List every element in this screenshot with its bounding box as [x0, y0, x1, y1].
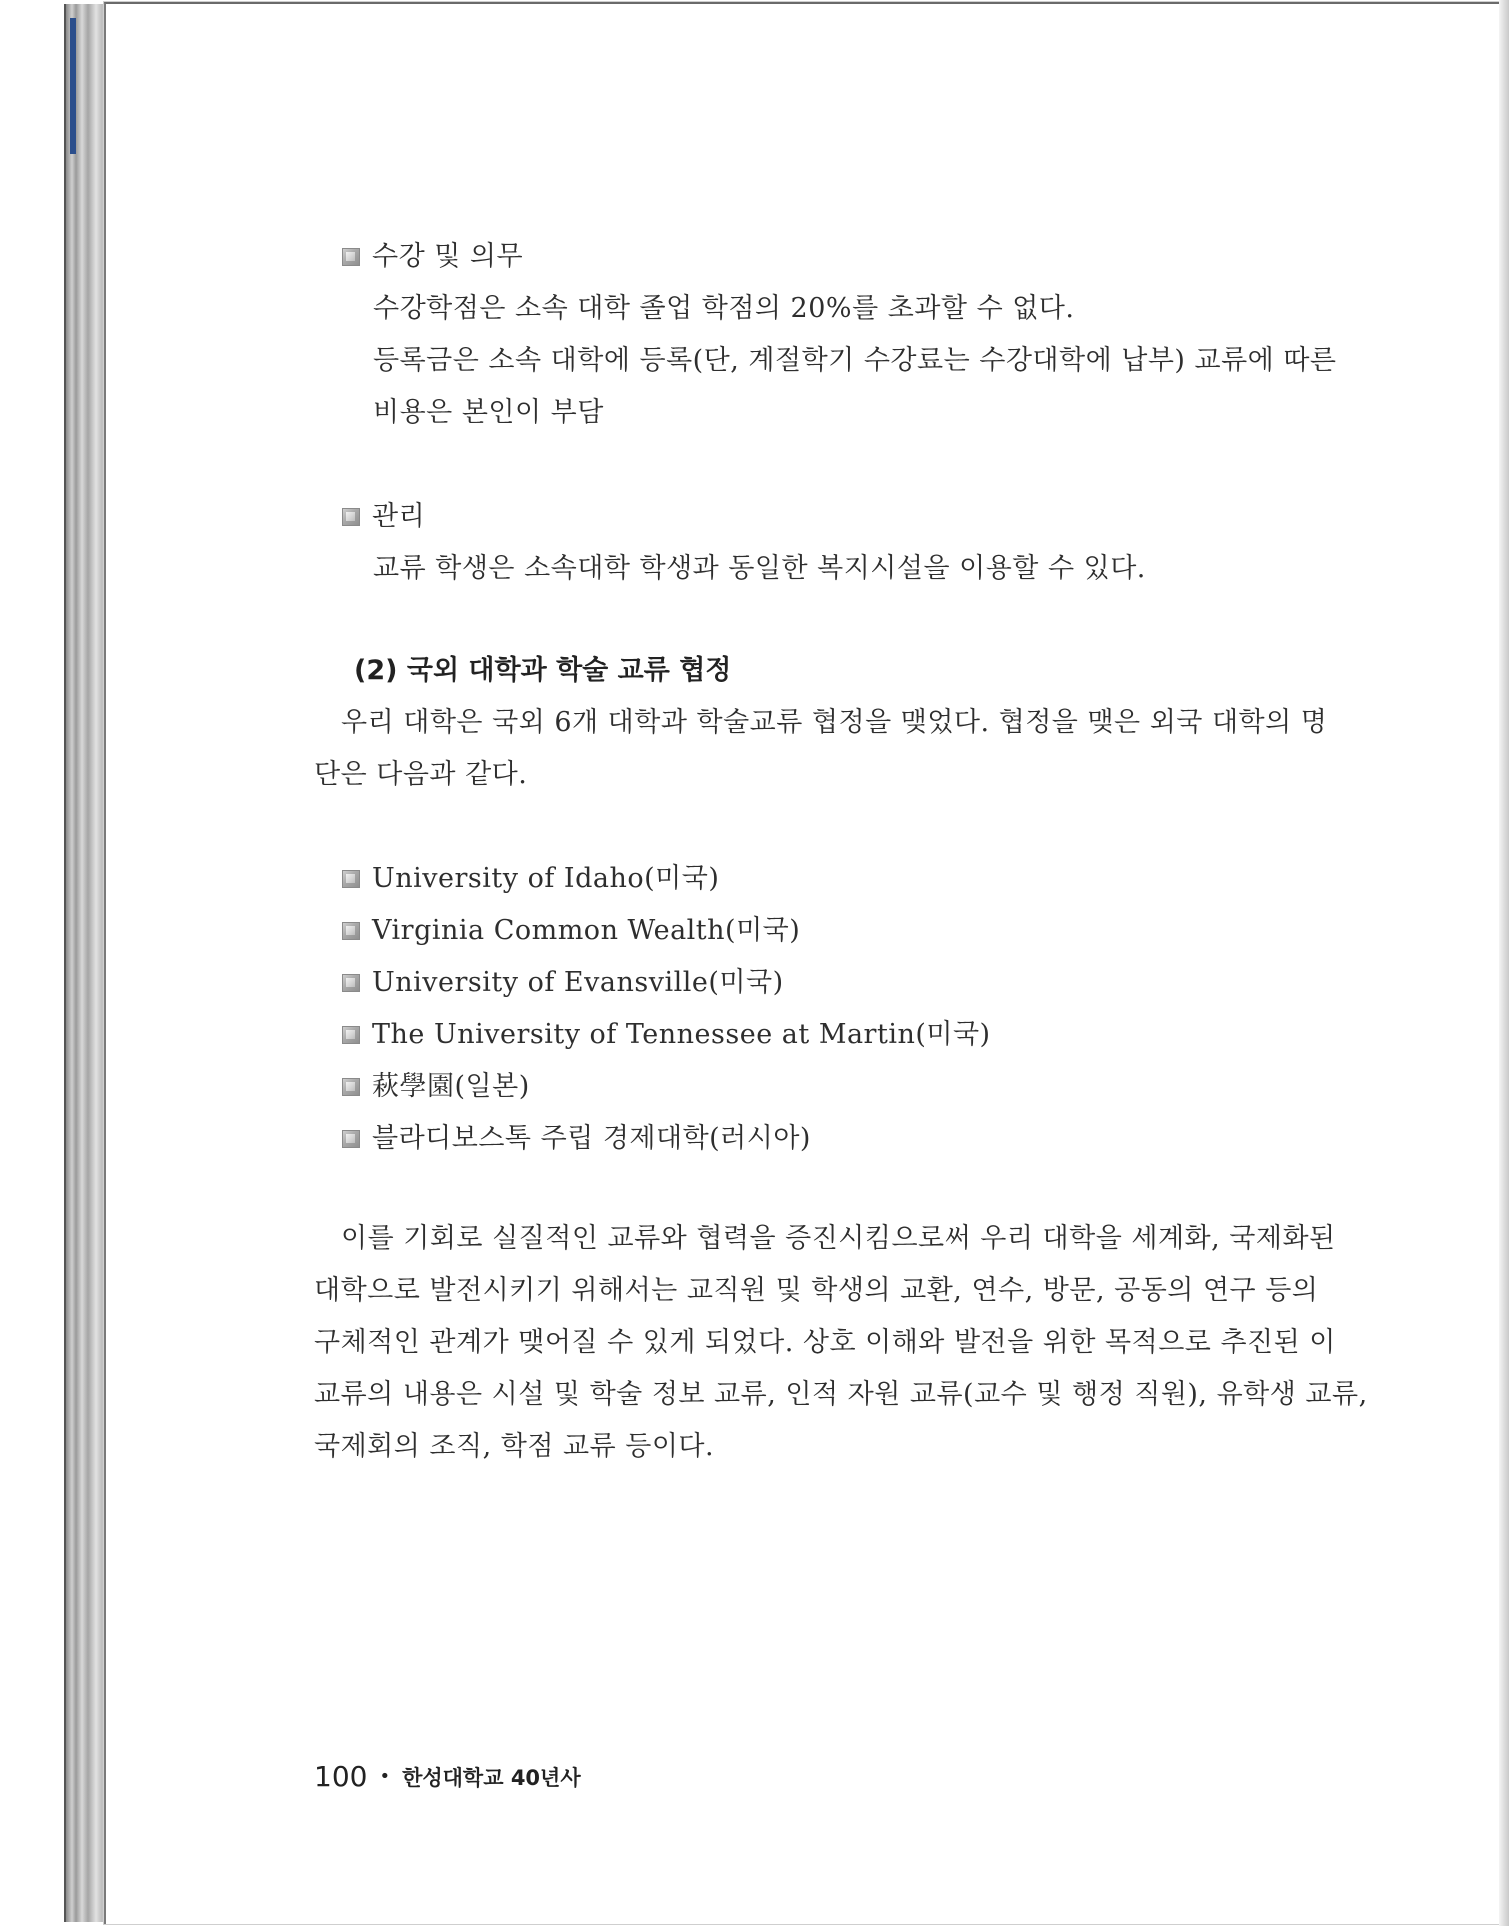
footer-separator: • — [379, 1766, 391, 1787]
square-bullet-icon — [342, 508, 360, 526]
university-name: 萩學園(일본) — [372, 1071, 530, 1102]
list-item — [342, 1018, 991, 1052]
university-name: 블라디보스톡 주립 경제대학(러시아) — [372, 1123, 811, 1154]
manage-line-1: 교류 학생은 소속대학 학생과 동일한 복지시설을 이용할 수 있다. — [373, 553, 1146, 584]
study-line-3: 비용은 본인이 부담 — [373, 397, 604, 428]
foreign-intro-line-1: 우리 대학은 국외 6개 대학과 학술교류 협정을 맺었다. 협정을 맺은 외국 대학의 명 — [341, 707, 1328, 738]
closing-line-2: 대학으로 발전시키기 위해서는 교직원 및 학생의 교환, 연수, 방문, 공동의 연구 등의 — [314, 1275, 1319, 1306]
bookmark-ribbon — [70, 18, 76, 154]
book-page-edge — [64, 4, 108, 1922]
list-item — [342, 862, 719, 896]
book-page — [104, 2, 1509, 1924]
list-item — [342, 966, 784, 1000]
closing-line-4: 교류의 내용은 시설 및 학술 정보 교류, 인적 자원 교류(교수 및 행정 직원), 유학생 교류, — [314, 1379, 1368, 1410]
university-name: Virginia Common Wealth(미국) — [372, 915, 801, 946]
page-number: 100 — [314, 1760, 368, 1793]
section-study-title — [342, 240, 523, 274]
square-bullet-icon — [342, 922, 360, 940]
page-right-shadow — [1499, 0, 1509, 1926]
list-item — [342, 1070, 530, 1104]
square-bullet-icon — [342, 974, 360, 992]
university-name: University of Idaho(미국) — [372, 863, 720, 894]
section-manage-title — [342, 500, 425, 534]
page-footer — [314, 1760, 581, 1793]
list-item — [342, 914, 800, 948]
square-bullet-icon — [342, 870, 360, 888]
section-study-title-text: 수강 및 의무 — [372, 241, 524, 272]
study-line-1: 수강학점은 소속 대학 졸업 학점의 20%를 초과할 수 없다. — [373, 293, 1075, 324]
section-manage-title-text: 관리 — [372, 501, 426, 532]
square-bullet-icon — [342, 1026, 360, 1044]
book-title: 한성대학교 40년사 — [402, 1765, 581, 1790]
closing-line-1: 이를 기회로 실질적인 교류와 협력을 증진시킴으로써 우리 대학을 세계화, 국제화된 — [341, 1223, 1336, 1254]
study-line-2: 등록금은 소속 대학에 등록(단, 계절학기 수강료는 수강대학에 납부) 교류에 따른 — [373, 345, 1337, 376]
closing-line-3: 구체적인 관계가 맺어질 수 있게 되었다. 상호 이해와 발전을 위한 목적으로 추진된 이 — [314, 1327, 1336, 1358]
section-foreign-heading: (2) 국외 대학과 학술 교류 협정 — [354, 655, 732, 686]
square-bullet-icon — [342, 1078, 360, 1096]
square-bullet-icon — [342, 1130, 360, 1148]
square-bullet-icon — [342, 248, 360, 266]
foreign-intro-line-2: 단은 다음과 같다. — [314, 759, 528, 790]
university-name: The University of Tennessee at Martin(미국) — [372, 1019, 991, 1050]
university-name: University of Evansville(미국) — [372, 967, 784, 998]
list-item — [342, 1122, 811, 1156]
closing-line-5: 국제회의 조직, 학점 교류 등이다. — [314, 1431, 715, 1462]
